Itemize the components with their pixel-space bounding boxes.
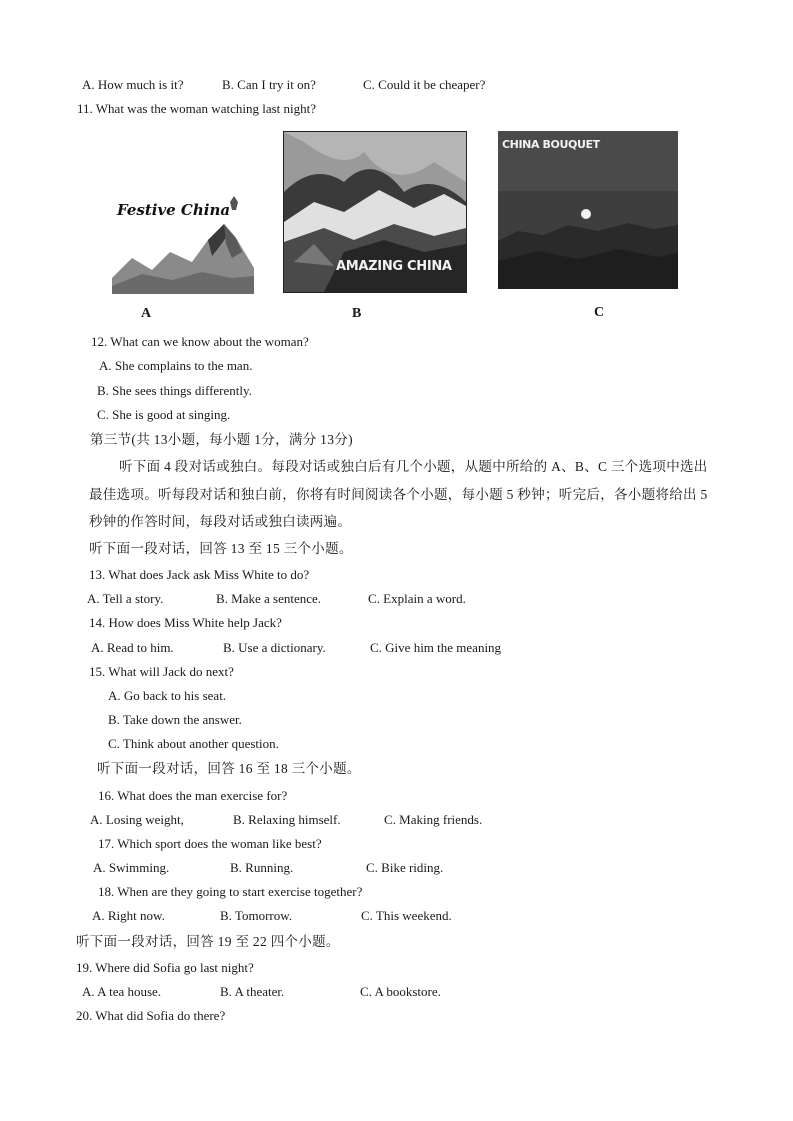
section3-heading: 第三节(共 13小题，每小题 1分，满分 13分) [90, 432, 353, 447]
q10-option-c: C. Could it be cheaper? [363, 77, 486, 92]
moon-night-landscape-picture [498, 131, 678, 289]
picture-c-letter: C [594, 305, 605, 320]
dialog3-instruction: 听下面一段对话，回答 19 至 22 四个小题。 [76, 934, 340, 949]
q14-option-c: C. Give him the meaning [370, 640, 502, 655]
q13-option-a: A. Tell a story. [87, 591, 164, 606]
picture-c-caption: CHINA BOUQUET [502, 138, 600, 151]
q10-option-a: A. How much is it? [82, 77, 184, 92]
q13-option-c: C. Explain a word. [368, 591, 466, 606]
dialog2-instruction: 听下面一段对话，回答 16 至 18 三个小题。 [97, 761, 361, 776]
picture-a-caption: Festive China [117, 201, 231, 219]
q11-picture-c [498, 131, 678, 289]
section3-instruction-line2: 最佳选项。听每段对话和独白前，你将有时间阅读各个小题，每小题 5 秒钟；听完后，各小题将给出 5 [89, 487, 708, 502]
q12-option-a: A. She complains to the man. [99, 358, 253, 373]
q12-option-c: C. She is good at singing. [97, 407, 231, 422]
q12-option-b: B. She sees things differently. [97, 383, 252, 398]
picture-b-letter: B [352, 306, 362, 321]
q19-option-c: C. A bookstore. [360, 984, 441, 999]
q16-option-c: C. Making friends. [384, 812, 483, 827]
q19-question: 19. Where did Sofia go last night? [76, 960, 254, 975]
section3-instruction-line3: 秒钟的作答时间，每段对话或独白读两遍。 [89, 514, 352, 529]
dialog1-instruction: 听下面一段对话，回答 13 至 15 三个小题。 [89, 541, 353, 556]
q14-option-a: A. Read to him. [91, 640, 174, 655]
q16-option-b: B. Relaxing himself. [233, 812, 341, 827]
section3-instruction-line1: 听下面 4 段对话或独白。每段对话或独白后有几个小题，从题中所给的 A、B、C 三个选项中选出 [119, 459, 708, 474]
q16-question: 16. What does the man exercise for? [98, 788, 288, 803]
q14-question: 14. How does Miss White help Jack? [89, 615, 282, 630]
q17-option-c: C. Bike riding. [366, 860, 444, 875]
q18-option-c: C. This weekend. [361, 908, 452, 923]
q18-option-a: A. Right now. [92, 908, 165, 923]
q17-question: 17. Which sport does the woman like best? [98, 836, 322, 851]
picture-b-caption: AMAZING CHINA [336, 259, 452, 274]
picture-a-letter: A [141, 306, 152, 321]
q15-question: 15. What will Jack do next? [89, 664, 234, 679]
q13-question: 13. What does Jack ask Miss White to do? [89, 567, 310, 582]
q19-option-a: A. A tea house. [82, 984, 162, 999]
q15-option-a: A. Go back to his seat. [108, 688, 227, 703]
q14-option-b: B. Use a dictionary. [223, 640, 326, 655]
q18-question: 18. When are they going to start exercise together? [98, 884, 363, 899]
q20-question: 20. What did Sofia do there? [76, 1008, 226, 1023]
q13-option-b: B. Make a sentence. [216, 591, 322, 606]
q10-option-b: B. Can I try it on? [222, 77, 316, 92]
q18-option-b: B. Tomorrow. [220, 908, 293, 923]
q15-option-b: B. Take down the answer. [108, 712, 242, 727]
q16-option-a: A. Losing weight, [90, 812, 184, 827]
q17-option-b: B. Running. [230, 860, 294, 875]
q19-option-b: B. A theater. [220, 984, 285, 999]
q17-option-a: A. Swimming. [93, 860, 170, 875]
q12-question: 12. What can we know about the woman? [91, 334, 309, 349]
q15-option-c: C. Think about another question. [108, 736, 279, 751]
q11-question: 11. What was the woman watching last night? [77, 101, 317, 116]
